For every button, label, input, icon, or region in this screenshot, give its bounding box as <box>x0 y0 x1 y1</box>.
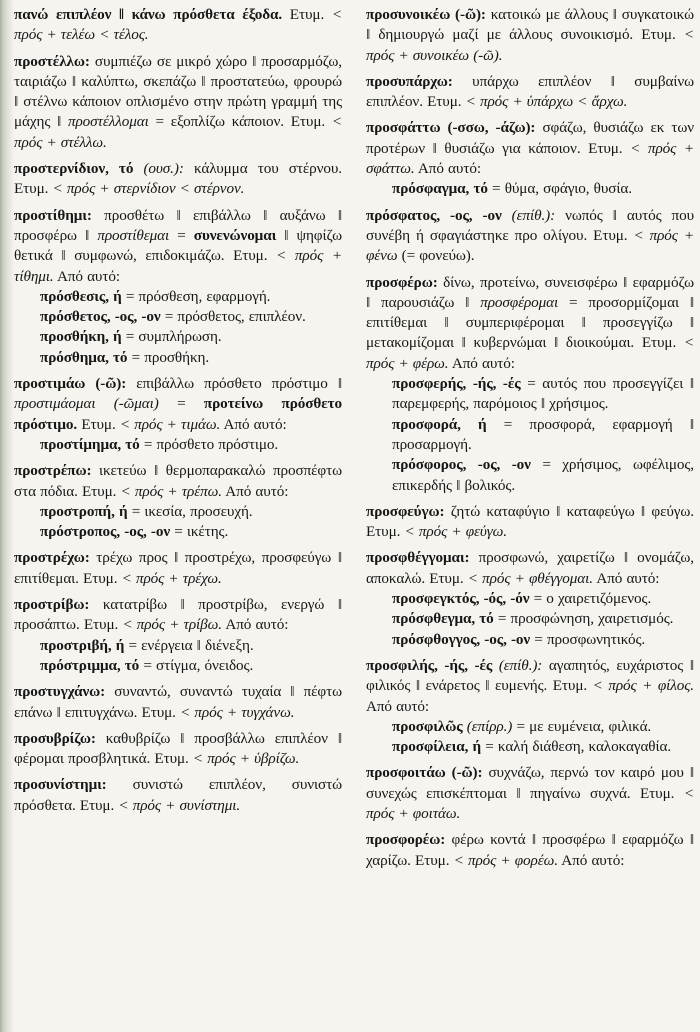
definition-run: κατατρίβω ‖ προστρίβω, ενεργώ ‖ προσάπτω. Ετυμ. <box>14 596 342 634</box>
etymology-run: < πρός + φεύγω. <box>404 523 507 541</box>
headword: πανώ επιπλέον ‖ κάνω πρόσθετα έξοδα. <box>14 6 283 23</box>
sub-headword: πρόστριμμα, τό <box>40 656 140 674</box>
headword: προστιμάω (-ῶ): <box>14 375 127 393</box>
sub-entry <box>14 522 342 542</box>
definition-run: = προσθήκη. <box>127 348 210 366</box>
etymology-run: < πρός + ὑβρίζω. <box>192 750 300 768</box>
definition-run: Ετυμ. <box>282 6 332 23</box>
headword: προστέλλω: <box>14 52 90 70</box>
definition-run: Από αυτό: <box>557 851 625 869</box>
sub-headword: πρόσφθογγος, -ος, -ον <box>392 630 531 648</box>
dictionary-entry <box>366 206 694 267</box>
headword: προστερνίδιον, τό <box>14 160 134 178</box>
definition-run: = στίγμα, όνειδος. <box>139 656 254 674</box>
etymology-run: < πρός + τίθημι. <box>14 247 342 285</box>
definition-run: επιβάλλω πρόσθετο πρόστιμο ‖ <box>126 375 342 393</box>
definition-run: συμπιέζω σε μικρό χώρο ‖ προσαρμόζω, ταιριάζω ‖ καλύπτω, σκεπάζω ‖ προστατεύω, φρουρώ ‖ στέλνω κάποιον οπλισμένο στην πρώτη γραμμή της μάχης ‖ <box>14 52 342 131</box>
definition-run: αγαπητός, ευχάριστος ‖ φιλικός ‖ ενάρετος ‖ ευμενής. Ετυμ. <box>366 656 694 695</box>
etymology-run: < πρός + φορέω. <box>453 851 558 869</box>
definition-run: καθυβρίζω ‖ προσβάλλω επιπλέον ‖ φέρομαι προσβλητικά. Ετυμ. <box>14 729 342 768</box>
etymology-run: προστέλλομαι <box>67 113 149 131</box>
etymology-run: < πρός + τρίβω. <box>122 616 222 634</box>
dictionary-entry <box>14 595 342 636</box>
dictionary-entry <box>366 548 694 589</box>
sub-entry <box>14 636 342 656</box>
etymology-run: < πρός + τιμάω. <box>119 415 221 433</box>
etymology-run: προστιμάομαι (-ῶμαι) <box>14 395 159 413</box>
definition-run: = <box>169 226 194 244</box>
definition-run: Από αυτό: <box>414 160 481 178</box>
etymology-run: < πρός + τελέω < τέλος. <box>14 6 342 44</box>
sub-entry <box>366 589 694 609</box>
etymology-run: (επίρρ.) <box>462 717 513 735</box>
sub-entry <box>366 737 694 757</box>
sub-headword: πρόσθεσις, ή <box>40 287 122 305</box>
definition-run: ζητώ καταφύγιο ‖ καταφεύγω ‖ φεύγω. Ετυμ. <box>366 502 694 541</box>
headword: προσυνίστημι: <box>14 776 107 794</box>
dictionary-entry <box>14 374 342 435</box>
headword: προσφάττω (-σσω, -άζω): <box>366 119 536 137</box>
definition-run: (= φονεύω). <box>397 247 475 265</box>
etymology-run: (επίθ.): <box>501 206 556 224</box>
definition-run: ικετεύω ‖ θερμοπαρακαλώ προσπέφτω στα πόδια. Ετυμ. <box>14 462 342 500</box>
dictionary-entry <box>366 830 694 871</box>
sub-entry <box>14 435 342 455</box>
sub-entry <box>14 348 342 368</box>
right-column <box>366 5 694 1029</box>
definition-run: φέρω κοντά ‖ προσφέρω ‖ εφαρμόζω ‖ χαρίζω. Ετυμ. <box>366 831 694 869</box>
sub-headword: προσφίλεια, ή <box>392 738 482 756</box>
sub-entry <box>366 455 694 496</box>
headword: προστίθημι: <box>14 206 92 224</box>
page-columns <box>14 5 694 1029</box>
headword: προσφιλής, -ής, -ές <box>366 656 493 674</box>
sub-headword: πρόστροπος, -ος, -ον <box>40 523 171 541</box>
etymology-run: < πρός + ὑπάρχω < ἄρχω. <box>465 93 628 111</box>
headword: προσφεύγω: <box>366 502 445 520</box>
etymology-run: < πρός + σφάττω. <box>366 139 694 178</box>
definition-run: = ο χαιρετιζόμενος. <box>529 590 652 608</box>
sub-headword: προστίμημα, τό <box>40 435 140 453</box>
dictionary-entry <box>14 548 342 589</box>
etymology-run: < πρός + φίλος. <box>592 677 694 695</box>
definition-run: κατοικώ με άλλους ‖ συγκατοικώ ‖ δημιουργώ μαζί με άλλους συνοικισμό. Ετυμ. <box>366 6 694 44</box>
definition-run: = προσφωνητικός. <box>530 630 646 648</box>
headword: προσφθέγγομαι: <box>366 549 470 567</box>
etymology-run: προστίθεμαι <box>97 226 170 244</box>
definition-run: συναντώ, συναντώ τυχαία ‖ πέφτω επάνω ‖ επιτυγχάνω. Ετυμ. <box>14 683 342 721</box>
definition-run: Από αυτό: <box>221 482 289 500</box>
dictionary-entry <box>366 763 694 824</box>
dictionary-entry <box>14 159 342 200</box>
sub-headword: προσφεγκτός, -ός, -όν <box>392 590 530 608</box>
scanned-page-edge <box>0 0 14 1032</box>
headword: προσφορέω: <box>366 831 446 849</box>
dictionary-entry <box>366 118 694 179</box>
sub-headword: πρόσφορος, -ος, -ον <box>392 456 531 474</box>
definition-run: = προσορμίζομαι ‖ επιτίθεμαι ‖ συμπεριφέρομαι ‖ προσεγγίζω ‖ μετακομίζομαι ‖ κυβερνώμαι ‖ διοικούμαι. Ετυμ. <box>366 293 694 352</box>
definition-run: υπάρχω επιπλέον ‖ συμβαίνω επιπλέον. Ετυμ. <box>366 72 694 111</box>
etymology-run: < πρός + στερνίδιον < στέρνον. <box>52 180 245 198</box>
definition-run: συνιστώ επιπλέον, συνιστώ πρόσθετα. Ετυμ. <box>14 776 342 814</box>
definition-run: σφάζω, θυσιάζω εκ των προτέρων ‖ θυσιάζω για κάποιον. Ετυμ. <box>366 119 694 157</box>
dictionary-entry <box>14 5 342 46</box>
definition-run: = πρόσθετο πρόστιμο. <box>139 435 279 453</box>
etymology-run: < πρός + συνοικέω (-ῶ). <box>366 26 694 64</box>
etymology-run: < πρός + στέλλω. <box>14 113 342 151</box>
headword: προστυγχάνω: <box>14 683 106 701</box>
sub-entry <box>366 717 694 737</box>
headword: πρόσφατος, -ος, -ον <box>366 206 502 224</box>
headword: προσυβρίζω: <box>14 729 96 747</box>
dictionary-entry <box>14 775 342 816</box>
etymology-run: < πρός + τρέπω. <box>120 482 222 500</box>
definition-run: κάλυμμα του στέρνου. Ετυμ. <box>14 160 342 198</box>
definition-run: = θύμα, σφάγιο, θυσία. <box>487 180 632 198</box>
headword: προσφέρω: <box>366 273 438 291</box>
definition-run: Από αυτό: <box>448 354 515 372</box>
definition-run: = πρόσθετος, επιπλέον. <box>160 308 306 326</box>
definition-run: = ικεσία, προσευχή. <box>127 502 253 520</box>
definition-run: = ικέτης. <box>170 523 229 541</box>
etymology-run: < πρός + φθέγγομαι. <box>467 569 593 587</box>
dictionary-entry <box>14 461 342 502</box>
sub-headword: προσφιλῶς <box>392 717 463 735</box>
sub-headword: πρόσφαγμα, τό <box>392 180 488 198</box>
sub-headword: προσφερής, -ής, -ές <box>392 375 521 393</box>
headword: προστρέχω: <box>14 549 90 567</box>
headword: προσυνοικέω (-ῶ): <box>366 6 486 23</box>
sub-headword: πρόσφθεγμα, τό <box>392 610 494 628</box>
definition-run: προσφωνώ, χαιρετίζω ‖ ονομάζω, αποκαλώ. Ετυμ. <box>366 549 694 587</box>
definition-run: δίνω, προτείνω, συνεισφέρω ‖ εφαρμόζω ‖ παρουσιάζω ‖ <box>366 273 694 311</box>
definition-run: = προσφώνηση, χαιρετισμός. <box>493 610 674 628</box>
sub-entry <box>14 327 342 347</box>
sub-entry <box>14 287 342 307</box>
bold-run: προτείνω πρόσθετο πρόστιμο. <box>14 395 342 433</box>
headword: προσφοιτάω (-ῶ): <box>366 764 483 782</box>
definition-run: = ενέργεια ‖ διένεξη. <box>124 636 254 654</box>
etymology-run: < πρός + φένω <box>366 226 694 265</box>
etymology-run: < πρός + τρέχω. <box>121 569 222 587</box>
headword: προστρίβω: <box>14 596 90 614</box>
etymology-run: < πρός + τυγχάνω. <box>180 703 295 721</box>
sub-entry <box>14 502 342 522</box>
dictionary-entry <box>366 273 694 374</box>
sub-entry <box>366 609 694 629</box>
etymology-run: (ουσ.): <box>133 160 184 178</box>
dictionary-entry <box>14 729 342 770</box>
definition-run: = πρόσθεση, εφαρμογή. <box>121 287 271 305</box>
sub-entry <box>366 630 694 650</box>
definition-run: = αυτός που προσεγγίζει ‖ παρεμφερής, παρόμοιος ‖ χρήσιμος. <box>392 375 694 413</box>
dictionary-entry <box>366 5 694 66</box>
headword: προσυπάρχω: <box>366 72 453 90</box>
definition-run: νωπός ‖ αυτός που συνέβη ή σφαγιάστηκε προ ολίγου. Ετυμ. <box>366 206 694 244</box>
sub-entry <box>14 307 342 327</box>
bold-run: συνενώνομαι <box>193 226 277 244</box>
definition-run: = προσφορά, εφαρμογή ‖ προσαρμογή. <box>392 415 694 453</box>
definition-run: = χρήσιμος, ωφέλιμος, επικερδής ‖ βολικός. <box>392 456 694 494</box>
definition-run: Ετυμ. <box>77 415 120 433</box>
etymology-run: < πρός + συνίστημι. <box>118 796 241 814</box>
etymology-run: (επίθ.): <box>492 656 543 674</box>
definition-run: = με ευμένεια, φιλικά. <box>512 717 652 735</box>
etymology-run: < πρός + φοιτάω. <box>366 784 694 822</box>
definition-run: Από αυτό: <box>592 569 660 587</box>
definition-run: Από αυτό: <box>53 267 120 285</box>
definition-run: = εξοπλίζω κάποιον. Ετυμ. <box>148 113 332 131</box>
sub-headword: πρόσθημα, τό <box>40 348 128 366</box>
dictionary-entry <box>14 682 342 723</box>
definition-run: συχνάζω, περνώ τον καιρό μου ‖ συνεχώς επισκέπτομαι ‖ πηγαίνω συχνά. Ετυμ. <box>366 764 694 802</box>
sub-headword: προσφορά, ή <box>392 415 487 433</box>
sub-headword: προστριβή, ή <box>40 636 125 654</box>
definition-run: προσθέτω ‖ επιβάλλω ‖ αυξάνω ‖ προσφέρω ‖ <box>14 206 342 244</box>
sub-entry <box>366 179 694 199</box>
etymology-run: προσφέρομαι <box>480 293 559 311</box>
sub-headword: προστροπή, ή <box>40 502 128 520</box>
dictionary-entry <box>366 656 694 717</box>
definition-run: Από αυτό: <box>220 415 287 433</box>
sub-headword: πρόσθετος, -ος, -ον <box>40 308 161 326</box>
headword: προστρέπω: <box>14 462 92 480</box>
definition-run: = συμπλήρωση. <box>121 328 222 346</box>
etymology-run: < πρός + φέρω. <box>366 334 694 372</box>
left-column <box>14 5 342 1029</box>
sub-entry <box>366 374 694 415</box>
sub-headword: προσθήκη, ή <box>40 328 122 346</box>
definition-run: ‖ ψηφίζω θετικά ‖ συμφωνώ, επιδοκιμάζω. Ετυμ. <box>14 226 342 265</box>
dictionary-entry <box>366 502 694 543</box>
definition-run: = <box>158 395 204 413</box>
sub-entry <box>14 656 342 676</box>
sub-entry <box>366 415 694 456</box>
definition-run: Από αυτό: <box>221 616 289 634</box>
dictionary-entry <box>366 72 694 113</box>
definition-run: = καλή διάθεση, καλοκαγαθία. <box>481 738 672 756</box>
dictionary-entry <box>14 52 342 153</box>
definition-run: Από αυτό: <box>366 697 430 715</box>
definition-run: τρέχω προς ‖ προστρέχω, προσφεύγω ‖ επιτίθεμαι. Ετυμ. <box>14 549 342 587</box>
dictionary-entry <box>14 206 342 287</box>
